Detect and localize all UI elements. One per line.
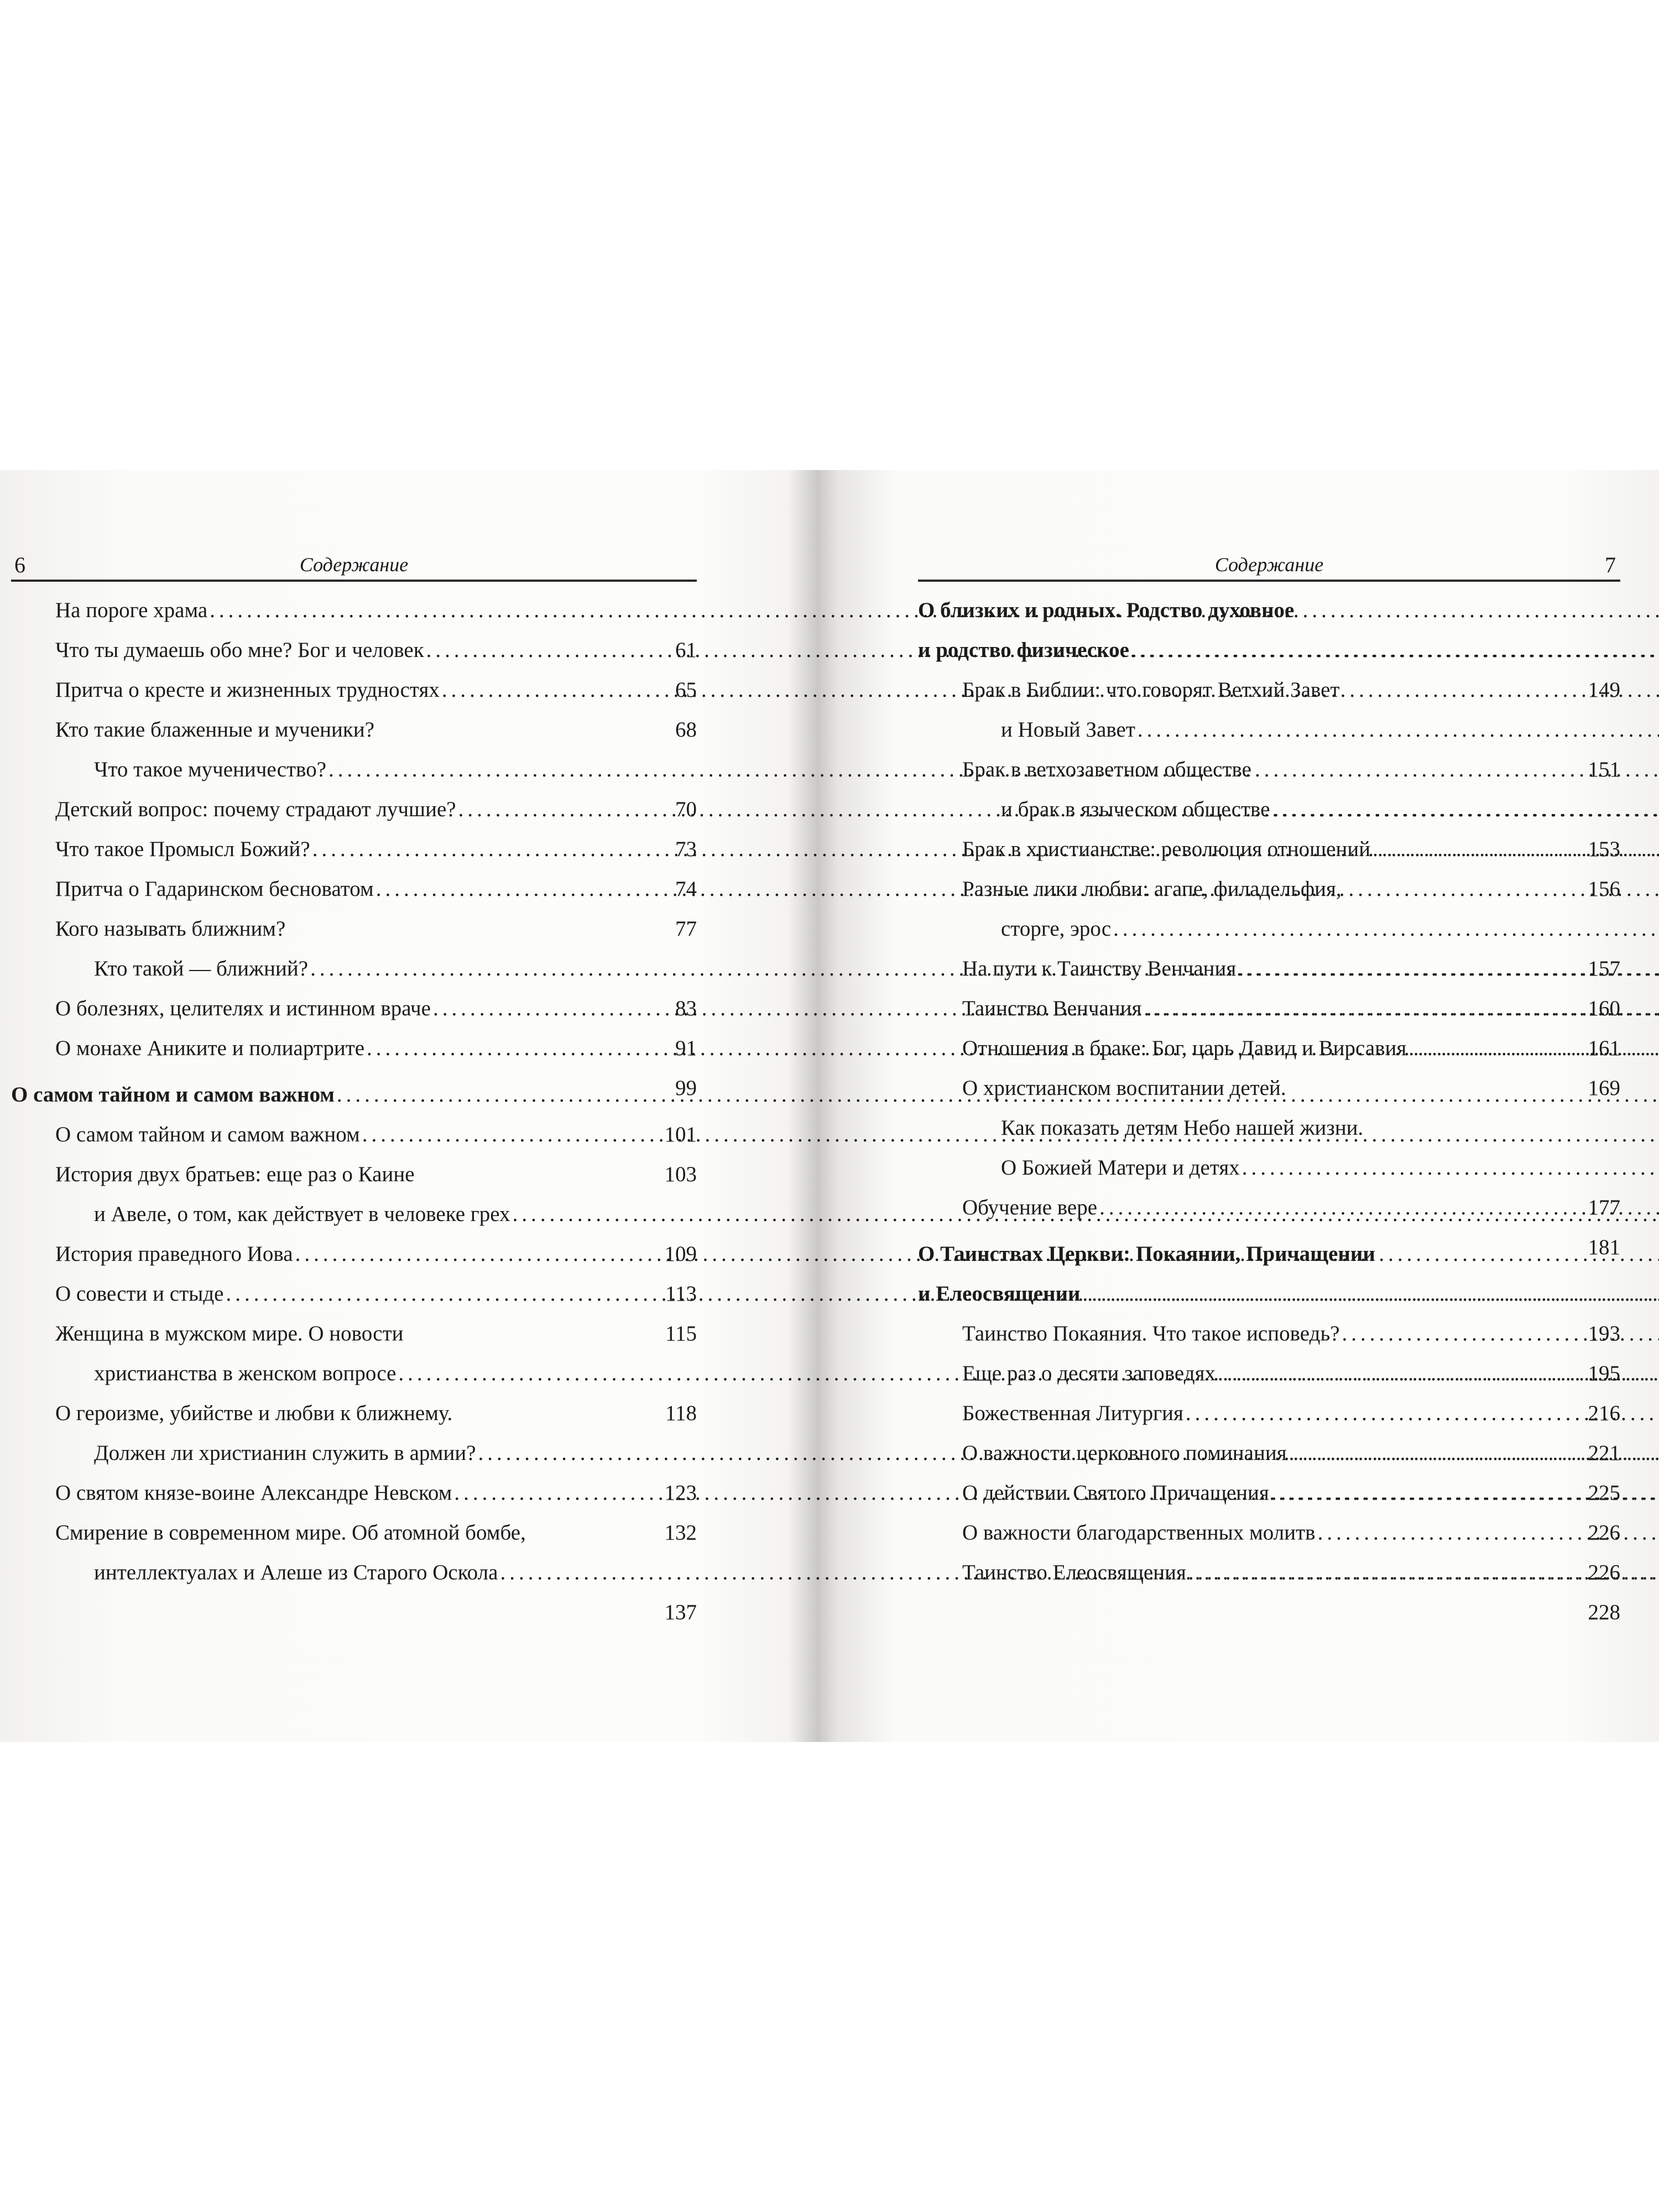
toc-entry-title: Что такое Промысл Божий? — [55, 837, 310, 861]
dot-leader — [1131, 638, 1659, 662]
toc-entry-line — [11, 1513, 653, 1553]
dot-leader — [1408, 1036, 1659, 1060]
dot-leader — [1138, 718, 1659, 742]
toc-entry-title: На пути к Таинству Венчания — [962, 957, 1237, 980]
toc-page-number: 91 — [675, 1036, 697, 1060]
toc-section-entry[interactable] — [11, 1075, 697, 1146]
toc-entry-line — [918, 670, 1576, 710]
dot-leader — [1144, 997, 1659, 1020]
toc-page-number: 109 — [664, 1242, 697, 1266]
toc-page-number: 137 — [664, 1600, 697, 1624]
toc-entry-title: Детский вопрос: почему страдают лучшие? — [55, 797, 456, 821]
toc-entry-title: О важности благодарственных молитв — [962, 1521, 1316, 1545]
toc-entry-title: О Таинствах Церкви: Покаянии, Причащении — [918, 1242, 1375, 1266]
toc-entry[interactable] — [11, 1513, 697, 1624]
dot-leader — [1272, 797, 1659, 821]
dot-leader — [1099, 1196, 1659, 1219]
toc-entry-title: Смирение в современном мире. Об атомной бомбе, — [55, 1521, 526, 1545]
toc-entry-line — [11, 1553, 697, 1624]
toc-page-number: 123 — [664, 1481, 697, 1505]
toc-page-number: 70 — [675, 797, 697, 821]
toc-page-number: 156 — [1588, 877, 1620, 901]
toc-entry-title: Таинство Покаяния. Что такое исповедь? — [962, 1322, 1340, 1345]
book-spread — [0, 470, 1659, 1742]
toc-entry-title: Отношения в браке: Бог, царь Давид и Вирсавия — [962, 1036, 1407, 1060]
toc-page-number: 221 — [1588, 1441, 1620, 1465]
toc-entry-title: Что такое мученичество? — [94, 758, 327, 781]
right-page-header — [918, 552, 1620, 582]
toc-entry-line — [11, 1155, 653, 1194]
toc-page-number: 113 — [665, 1282, 697, 1306]
toc-page-number: 149 — [1588, 678, 1620, 702]
toc-page-number: 225 — [1588, 1481, 1620, 1505]
toc-entry-line — [918, 1108, 1576, 1148]
toc-entry-title: История двух братьев: еще раз о Каине — [55, 1162, 415, 1186]
toc-page-number: 169 — [1588, 1076, 1620, 1100]
toc-entry-line — [11, 909, 653, 949]
toc-entry-title: и Авеле, о том, как действует в человеке грех — [94, 1202, 510, 1226]
toc-entry-title: О героизме, убийстве и любви к ближнему. — [55, 1401, 453, 1425]
section-gap — [918, 1228, 1620, 1234]
dot-leader — [1186, 1401, 1659, 1425]
toc-page-number: 65 — [675, 678, 697, 702]
dot-leader — [1218, 1361, 1659, 1385]
toc-entry-title: Брак в христианстве: революция отношений — [962, 837, 1371, 861]
toc-entry-line — [11, 1314, 653, 1354]
toc-page-number: 153 — [1588, 837, 1620, 861]
running-title: Содержание — [299, 554, 409, 576]
toc-entry-line — [11, 1394, 653, 1433]
table-of-contents-right — [918, 591, 1620, 1624]
toc-entry-line — [918, 750, 1576, 790]
toc-page-number: 115 — [665, 1322, 697, 1345]
toc-page-number: 181 — [1588, 1235, 1620, 1259]
table-of-contents-left — [11, 591, 697, 1624]
toc-page-number: 195 — [1588, 1361, 1620, 1385]
dot-leader — [1113, 917, 1659, 941]
toc-page-number: 216 — [1588, 1401, 1620, 1425]
toc-page-number: 103 — [664, 1162, 697, 1186]
toc-entry-title: Разные лики любви: агапе, филадельфия, — [962, 877, 1342, 901]
toc-entry-title: Таинство Венчания — [962, 997, 1142, 1020]
toc-entry-title: История праведного Иова — [55, 1242, 293, 1266]
toc-entry-title: Притча о кресте и жизненных трудностях — [55, 678, 440, 702]
toc-entry-title: Брак в Библии: что говорят Ветхий Завет — [962, 678, 1340, 702]
dot-leader — [1083, 1282, 1659, 1306]
toc-entry-title: На пороге храма — [55, 598, 208, 622]
left-page-header — [11, 552, 697, 582]
toc-entry-title: О самом тайном и самом важном — [55, 1123, 360, 1146]
toc-entry-title: О близких и родных. Родство духовное — [918, 598, 1295, 622]
toc-entry-title: интеллектуалах и Алеше из Старого Оскола — [94, 1561, 498, 1584]
toc-entry-title: и родство физическое — [918, 638, 1129, 662]
toc-entry-title: Кто такие блаженные и мученики? — [55, 718, 375, 742]
toc-page-number: 226 — [1588, 1521, 1620, 1545]
toc-page-number: 160 — [1588, 997, 1620, 1020]
section-gap — [11, 1068, 697, 1075]
toc-entry-title: Брак в ветхозаветном обществе — [962, 758, 1251, 781]
toc-page-number: 83 — [675, 997, 697, 1020]
dot-leader — [1373, 837, 1659, 861]
toc-page-number: 228 — [1588, 1600, 1620, 1624]
toc-page-number: 73 — [675, 837, 697, 861]
toc-page-number: 61 — [675, 638, 697, 662]
toc-entry-line — [11, 710, 653, 750]
toc-entry-title: христианства в женском вопросе — [94, 1361, 397, 1385]
toc-entry[interactable] — [918, 1553, 1620, 1624]
toc-entry-line — [918, 591, 1576, 630]
toc-page-number: 132 — [664, 1521, 697, 1545]
dot-leader — [1342, 1322, 1659, 1345]
page-number: 6 — [14, 552, 25, 577]
toc-page-number: 68 — [675, 718, 697, 742]
toc-page-number: 74 — [675, 877, 697, 901]
toc-page-number: 157 — [1588, 957, 1620, 980]
toc-page-number: 226 — [1588, 1561, 1620, 1584]
toc-page-number: 161 — [1588, 1036, 1620, 1060]
toc-page-number: 193 — [1588, 1322, 1620, 1345]
toc-entry-title: Еще раз о десяти заповедях — [962, 1361, 1216, 1385]
toc-page-number: 101 — [664, 1123, 697, 1146]
toc-entry-title: Кто такой — ближний? — [94, 957, 309, 980]
toc-entry-title: Что ты думаешь обо мне? Бог и человек — [55, 638, 424, 662]
toc-entry-title: О самом тайном и самом важном — [11, 1083, 335, 1107]
dot-leader — [1238, 957, 1659, 980]
toc-entry-title: Божественная Литургия — [962, 1401, 1183, 1425]
toc-page-number: 151 — [1588, 758, 1620, 781]
toc-entry-title: О святом князе-воине Александре Невском — [55, 1481, 452, 1505]
toc-entry-title: О совести и стыде — [55, 1282, 224, 1306]
toc-entry-title: Должен ли христианин служить в армии? — [94, 1441, 476, 1465]
dot-leader — [1188, 1561, 1659, 1584]
toc-page-number: 118 — [665, 1401, 697, 1425]
toc-page-number: 99 — [675, 1076, 697, 1100]
toc-entry-line — [918, 869, 1576, 909]
toc-entry-line — [918, 1234, 1576, 1274]
toc-page-number: 77 — [675, 917, 697, 941]
toc-entry-title: О христианском воспитании детей. — [962, 1076, 1286, 1100]
toc-entry-title: Женщина в мужском мире. О новости — [55, 1322, 404, 1345]
dot-leader — [1289, 1441, 1659, 1465]
toc-entry-title: Таинство Елеосвящения — [962, 1561, 1186, 1584]
toc-entry-title: и Елеосвящении — [918, 1282, 1081, 1306]
toc-entry-title: Обучение вере — [962, 1196, 1098, 1219]
toc-entry-title: О действии Святого Причащения — [962, 1481, 1269, 1505]
toc-entry-title: О болезнях, целителях и истинном враче — [55, 997, 431, 1020]
toc-entry-title: Кого называть ближним? — [55, 917, 286, 941]
toc-entry-title: и Новый Завет — [1001, 718, 1135, 742]
toc-entry-title: О важности церковного поминания — [962, 1441, 1287, 1465]
toc-entry-line — [918, 1068, 1576, 1108]
toc-entry-title: О Божией Матери и детях — [1001, 1156, 1240, 1180]
page-number: 7 — [1605, 552, 1616, 577]
toc-entry-title: Притча о Гадаринском бесноватом — [55, 877, 374, 901]
dot-leader — [1271, 1481, 1659, 1505]
dot-leader — [1242, 1156, 1659, 1180]
toc-entry-title: и брак в языческом обществе — [1001, 797, 1270, 821]
running-title: Содержание — [1214, 554, 1324, 576]
toc-entry-title: Как показать детям Небо нашей жизни. — [1001, 1116, 1364, 1140]
dot-leader — [1318, 1521, 1659, 1545]
toc-entry-title: сторге, эрос — [1001, 917, 1112, 941]
toc-entry-title: О монахе Аниките и полиартрите — [55, 1036, 365, 1060]
toc-page-number: 177 — [1588, 1196, 1620, 1219]
